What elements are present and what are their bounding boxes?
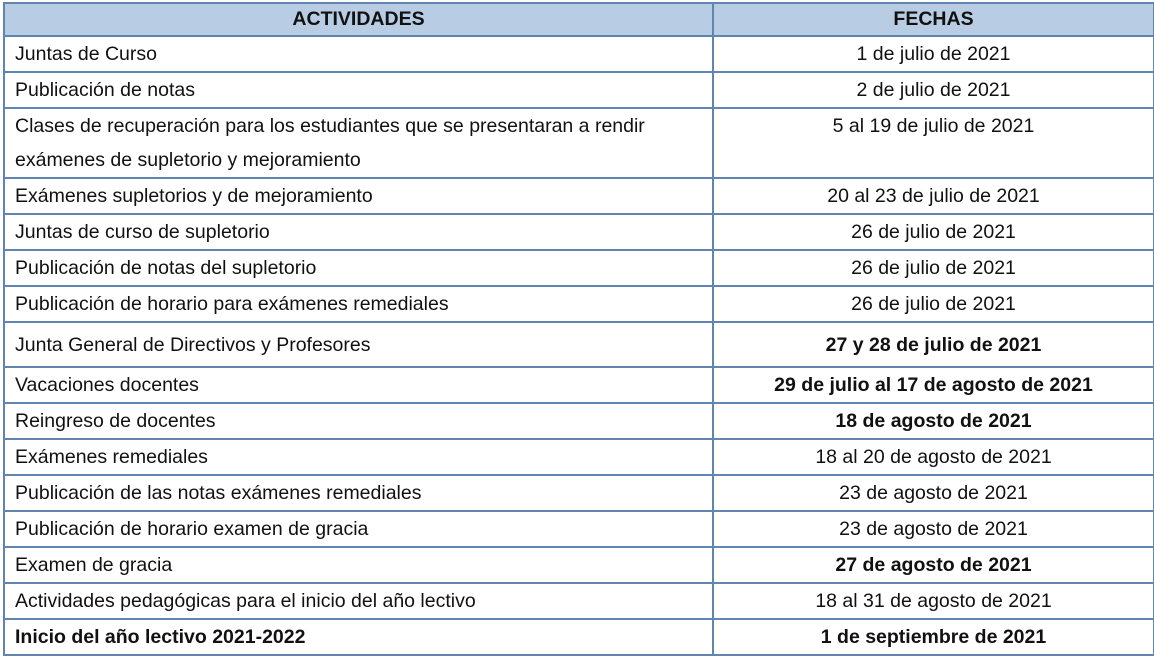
table-row — [4, 214, 1154, 250]
table-header-row — [4, 3, 1154, 36]
table-row — [4, 619, 1154, 655]
table-row — [4, 583, 1154, 619]
date-cell: 20 al 23 de julio de 2021 — [713, 178, 1154, 214]
date-cell: 29 de julio al 17 de agosto de 2021 — [713, 367, 1154, 403]
table-row — [4, 36, 1154, 72]
date-cell: 1 de julio de 2021 — [713, 36, 1154, 72]
date-cell: 27 y 28 de julio de 2021 — [713, 322, 1154, 367]
activity-cell: Publicación de notas del supletorio — [4, 250, 713, 286]
activity-cell: Reingreso de docentes — [4, 403, 713, 439]
table-row — [4, 511, 1154, 547]
table-row — [4, 72, 1154, 108]
date-cell: 26 de julio de 2021 — [713, 286, 1154, 322]
table-row — [4, 547, 1154, 583]
table-row — [4, 403, 1154, 439]
table-row — [4, 322, 1154, 367]
column-header-dates: FECHAS — [713, 3, 1154, 36]
activity-cell: Publicación de las notas exámenes remediales — [4, 475, 713, 511]
activity-cell: Inicio del año lectivo 2021-2022 — [4, 619, 713, 655]
table-row — [4, 367, 1154, 403]
date-cell: 2 de julio de 2021 — [713, 72, 1154, 108]
activity-cell: Juntas de curso de supletorio — [4, 214, 713, 250]
date-cell: 23 de agosto de 2021 — [713, 475, 1154, 511]
table-row — [4, 108, 1154, 178]
date-cell: 1 de septiembre de 2021 — [713, 619, 1154, 655]
date-cell: 27 de agosto de 2021 — [713, 547, 1154, 583]
activity-cell: Exámenes remediales — [4, 439, 713, 475]
activity-cell: Publicación de notas — [4, 72, 713, 108]
date-cell: 26 de julio de 2021 — [713, 214, 1154, 250]
date-cell: 23 de agosto de 2021 — [713, 511, 1154, 547]
activity-cell: Juntas de Curso — [4, 36, 713, 72]
activity-cell: Exámenes supletorios y de mejoramiento — [4, 178, 713, 214]
activity-cell: Actividades pedagógicas para el inicio del año lectivo — [4, 583, 713, 619]
table-row — [4, 439, 1154, 475]
activity-cell: Publicación de horario examen de gracia — [4, 511, 713, 547]
table-row — [4, 475, 1154, 511]
activity-cell: Junta General de Directivos y Profesores — [4, 322, 713, 367]
column-header-activities: ACTIVIDADES — [4, 3, 713, 36]
table-row — [4, 250, 1154, 286]
date-cell: 18 al 20 de agosto de 2021 — [713, 439, 1154, 475]
date-cell: 18 de agosto de 2021 — [713, 403, 1154, 439]
activities-schedule-table — [3, 2, 1154, 656]
date-cell: 5 al 19 de julio de 2021 — [713, 108, 1154, 178]
activity-cell: Vacaciones docentes — [4, 367, 713, 403]
activity-cell: Publicación de horario para exámenes remediales — [4, 286, 713, 322]
table-row — [4, 178, 1154, 214]
date-cell: 26 de julio de 2021 — [713, 250, 1154, 286]
date-cell: 18 al 31 de agosto de 2021 — [713, 583, 1154, 619]
table-row — [4, 286, 1154, 322]
activity-cell: Clases de recuperación para los estudiantes que se presentaran a rendir exámenes de supletorio y mejoramiento — [4, 108, 713, 178]
activity-cell: Examen de gracia — [4, 547, 713, 583]
